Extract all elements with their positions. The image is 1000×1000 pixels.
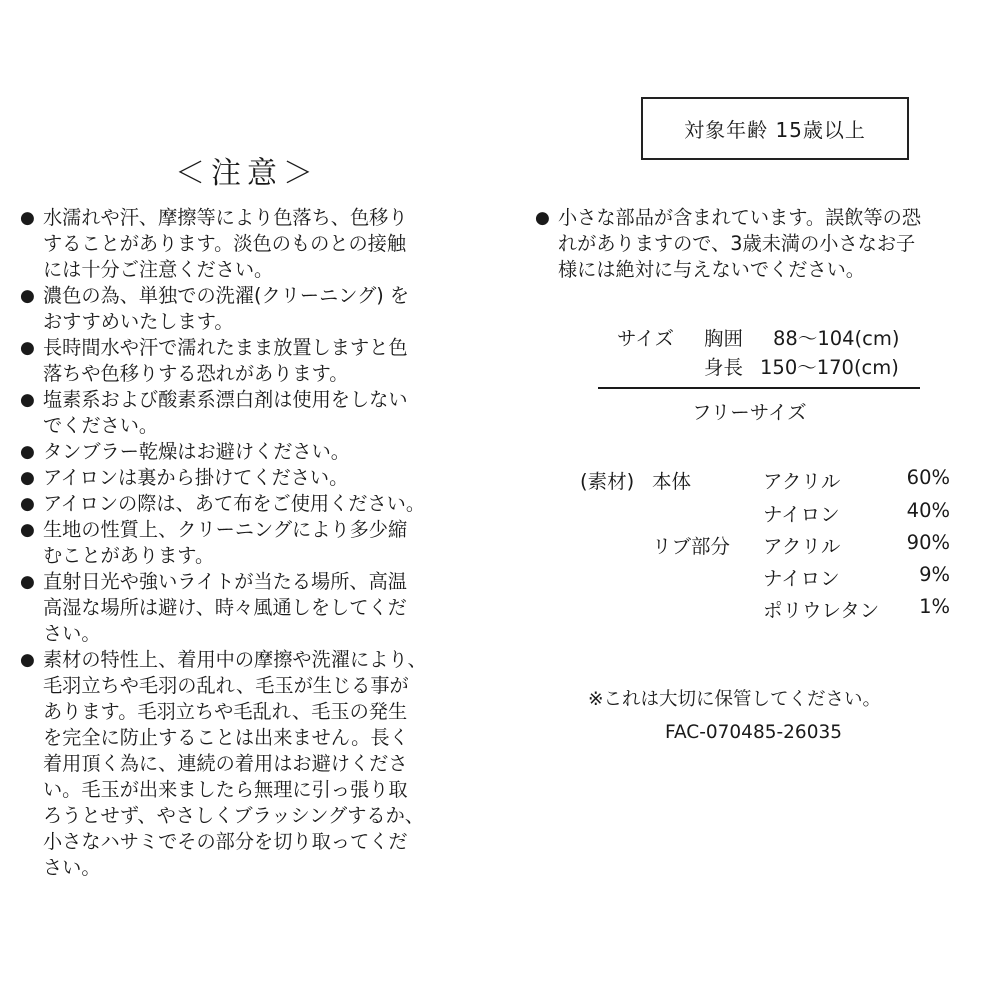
warning-line: れがありますので、3歳未満の小さなお子 [558, 232, 916, 255]
bullet-icon: ● [20, 390, 35, 410]
size-label: サイズ [617, 327, 674, 350]
bullet-icon: ● [535, 208, 550, 228]
caution-line: アイロンは裏から掛けてください。 [43, 466, 349, 489]
material-name: ナイロン [763, 567, 840, 590]
caution-line: でください。 [43, 414, 159, 437]
caution-line: おすすめいたします。 [43, 310, 234, 333]
caution-item [20, 517, 510, 569]
bullet-icon: ● [20, 468, 35, 488]
bullet-icon: ● [20, 442, 35, 462]
caution-item [20, 387, 510, 439]
caution-line: 落ちや色移りする恐れがあります。 [43, 362, 349, 385]
material-name: ナイロン [763, 503, 840, 526]
caution-line: することがあります。淡色のものとの接触 [43, 232, 407, 255]
small-parts-warning [535, 205, 975, 283]
caution-line: 長時間水や汗で濡れたまま放置しますと色 [43, 336, 408, 359]
caution-line: い。毛玉が出来ましたら無理に引っ張り取 [43, 778, 408, 801]
caution-line: あります。毛羽立ちや毛乱れ、毛玉の発生 [43, 700, 408, 723]
caution-item [20, 491, 510, 517]
material-percent: 9% [919, 563, 950, 586]
warning-line: 様には絶対に与えないでください。 [558, 258, 865, 281]
caution-item [20, 647, 510, 881]
material-percent: 1% [919, 595, 950, 618]
material-percent: 40% [906, 499, 950, 522]
material-name: アクリル [763, 535, 841, 558]
caution-line: 毛羽立ちや毛羽の乱れ、毛玉が生じる事が [43, 674, 409, 697]
caution-line: タンブラー乾燥はお避けください。 [43, 440, 350, 463]
caution-item [20, 439, 510, 465]
caution-line: アイロンの際は、あて布をご使用ください。 [43, 492, 426, 515]
body-label: 本体 [652, 470, 692, 493]
caution-line: 水濡れや汗、摩擦等により色落ち、色移り [43, 206, 408, 229]
bullet-icon: ● [20, 494, 35, 514]
chest-label: 胸囲 [704, 327, 744, 350]
caution-line: 塩素系および酸素系漂白剤は使用をしない [43, 388, 408, 411]
caution-line: 直射日光や強いライトが当たる場所、高温 [43, 570, 407, 593]
material-label: (素材) [580, 470, 635, 493]
caution-line: むことがあります。 [43, 544, 215, 567]
material-name: アクリル [763, 470, 841, 493]
caution-line: さい。 [43, 622, 101, 645]
caution-line: には十分ご注意ください。 [43, 258, 274, 281]
bullet-icon: ● [20, 572, 35, 592]
age-label: 対象年齢 15歳以上 [684, 118, 866, 142]
caution-line: 高湿な場所は避け、時々風通しをしてくだ [43, 596, 407, 619]
keep-note: ※これは大切に保管してください。 [588, 689, 882, 710]
age-label-box [641, 97, 909, 160]
caution-title: ＜注意＞ [175, 156, 319, 191]
caution-line: 着用頂く為に、連続の着用はお避けくださ [43, 752, 408, 775]
caution-item [20, 205, 510, 283]
caution-item [20, 283, 510, 335]
rib-label: リブ部分 [652, 535, 731, 558]
caution-line: 濃色の為、単独での洗濯(クリーニング) を [43, 284, 410, 307]
size-divider [598, 387, 920, 389]
height-label: 身長 [704, 356, 744, 379]
chest-value: 88～104(cm) [773, 327, 900, 350]
caution-line: さい。 [43, 856, 101, 879]
bullet-icon: ● [20, 208, 35, 228]
bullet-icon: ● [20, 286, 35, 306]
warning-line: 小さな部品が含まれています。誤飲等の恐 [558, 206, 922, 229]
bullet-icon: ● [20, 338, 35, 358]
caution-item [20, 465, 510, 491]
caution-line: 素材の特性上、着用中の摩擦や洗濯により、 [43, 648, 427, 671]
material-percent: 90% [906, 531, 950, 554]
product-code: FAC-070485-26035 [665, 722, 843, 743]
free-size: フリーサイズ [692, 401, 807, 424]
caution-item [20, 569, 510, 647]
caution-line: 生地の性質上、クリーニングにより多少縮 [43, 518, 408, 541]
material-name: ポリウレタン [763, 599, 880, 622]
caution-line: を完全に防止することは出来ません。長く [43, 726, 409, 749]
height-value: 150～170(cm) [760, 356, 899, 379]
caution-line: 小さなハサミでその部分を切り取ってくだ [43, 830, 408, 853]
caution-item [20, 335, 510, 387]
bullet-icon: ● [20, 520, 35, 540]
material-percent: 60% [906, 466, 950, 489]
caution-list [20, 205, 510, 881]
bullet-icon: ● [20, 650, 35, 670]
caution-line: ろうとせず、やさしくブラッシングするか、 [43, 804, 424, 827]
